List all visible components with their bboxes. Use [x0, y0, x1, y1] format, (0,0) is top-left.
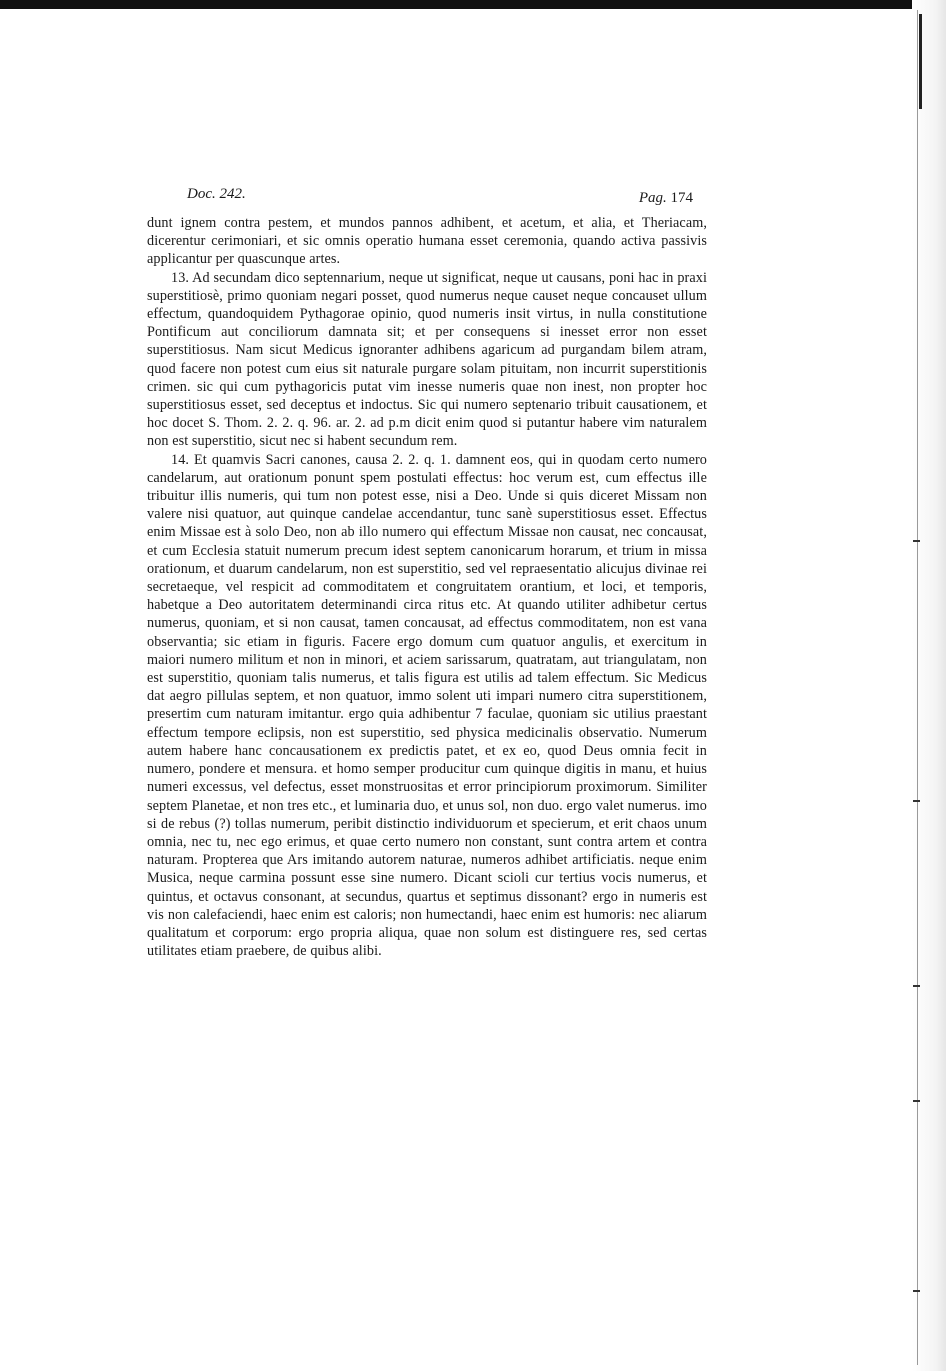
scan-edge-line: [917, 10, 918, 1365]
body-text: [147, 214, 707, 960]
paragraph-14: 14. Et quamvis Sacri canones, causa 2. 2. q. 1. damnent eos, qui in quodam certo numero candelarum, aut orationum ponunt spem postulati effectus: hoc verum est, cum effectus ille tribuitur illis numeris, qui tum non potest esse, nisi a Deo. Unde si quis diceret Missam non valere nisi quatuor, aut quinque candelae accendantur, tunc sanè superstitiosus esset. Effectus enim Missae est à solo Deo, non ab illo numero qui effectum Missae non causat, nec concausat, et cum Ecclesia statuit numerum precum idest septem canonicarum horarum, et trium in missa orationum, et duarum candelarum, non est superstitio, sed vel repraesentatio alicujus divinae rei secretaeque, vel respicit ad commoditatem et congruitatem orantium, et loci, et temporis, habetque a Deo autoritatem determinandi circa ritus etc. At quando utiliter adhibetur certus numerus, quoniam, et si non causat, tamen concausat, ad effectus commoditatem, non est vana observantia; sic etiam in figuris. Facere ergo domum cum quatuor angulis, et exercitum in maiori numero militum et non in minori, et aciem sarissarum, quatratam, aut triangulatam, non est superstitio, quoniam talis numerus, et talis figura est utilis ad talem effectum. Sic Medicus dat aegro pillulas septem, et non quatuor, immo solent uti impari numero citra superstitionem, presertim cum naturam imitantur. ergo quia adhibentur 7 faculae, quoniam sic utilius praestant effectum tempore eclipsis, non est superstitio, sed physica medicinalis observatio. Numerum autem habere hanc concausationem ex predictis patet, et ex eo, quod Deus omnia fecit in numero, pondere et mensura. et homo semper producitur cum quinque digitis in manu, et huius numeri excessus, vel defectus, esset monstruositas et error principiorum proximorum. Similiter septem Planetae, et non tres etc., et luminaria duo, et unus sol, non duo. ergo valet numerus. imo si de rebus (?) tollas numerum, peribit distinctio individuorum et specierum, et erit chaos unum omnia, nec tu, nec ego erimus, et quae certo numero non constant, sunt contra artem et contra naturam. Propterea que Ars imitando autorem naturae, numeros adhibet artificiatis. neque enim Musica, neque carmina possunt esse sine numero. Dicant scioli cur tertius vocis numerus, et quintus, et octavus consonant, at secundus, quartus et septimus dissonant? ergo in numeris est vis non calefaciendi, haec enim est caloris; non humectandi, haec enim est humoris: nec aliarum qualitatum et corporum: ergo propria aliqua, quae non solum est distinguere res, sed certas utilitates etiam praebere, de quibus alibi.: [147, 451, 707, 960]
scan-edge-tick: [913, 985, 920, 987]
document-page: [147, 186, 707, 960]
scan-right-edge: [912, 0, 946, 1371]
scan-edge-tick: [913, 1290, 920, 1292]
scan-edge-tick: [913, 1100, 920, 1102]
page-label: [639, 190, 693, 207]
scan-edge-tick: [913, 800, 920, 802]
page-header: [147, 186, 707, 214]
paragraph-13: 13. Ad secundam dico septennarium, neque ut significat, neque ut causans, poni hac in praxi superstitiosè, primo quoniam negari posset, quod numerus neque causet neque concauset ullum effectum, quandoquidem Pythagorae opinio, quod numeris insit virtus, in nulla constitutione Pontificum aut conciliorum damnata sit; et per consequens si inesset error non esset superstitiosus. Nam sicut Medicus ignoranter adhibens agaricum ad purgandam bilem atram, quod facere non potest cum eius sit naturale purgare solam pituitam, non incurrit superstitionis crimen. sic qui cum pythagoricis putat vim inesse numeris quae non inest, non propter hoc superstitiosus esset, sed deceptus et indoctus. Sic qui numero septenario tribuit causationem, et hoc docet S. Thom. 2. 2. q. 96. ar. 2. ad p.m dicit enim quod si putantur habere vim naturalem non est superstitio, sicut nec si habent secundum rem.: [147, 269, 707, 450]
scan-top-border: [0, 0, 946, 9]
scan-edge-tick: [913, 540, 920, 542]
page-number: 174: [670, 190, 693, 206]
scan-edge-mark: [919, 14, 922, 109]
paragraph-continuation: dunt ignem contra pestem, et mundos pannos adhibent, et acetum, et alia, et Theriacam, dicerentur cerimoniari, et sic omnis operatio humana esset ceremonia, quando activa passivis applicantur per quascunque artes.: [147, 215, 707, 268]
page-label-text: Pag.: [638, 190, 667, 206]
doc-label: Doc. 242.: [187, 186, 246, 202]
